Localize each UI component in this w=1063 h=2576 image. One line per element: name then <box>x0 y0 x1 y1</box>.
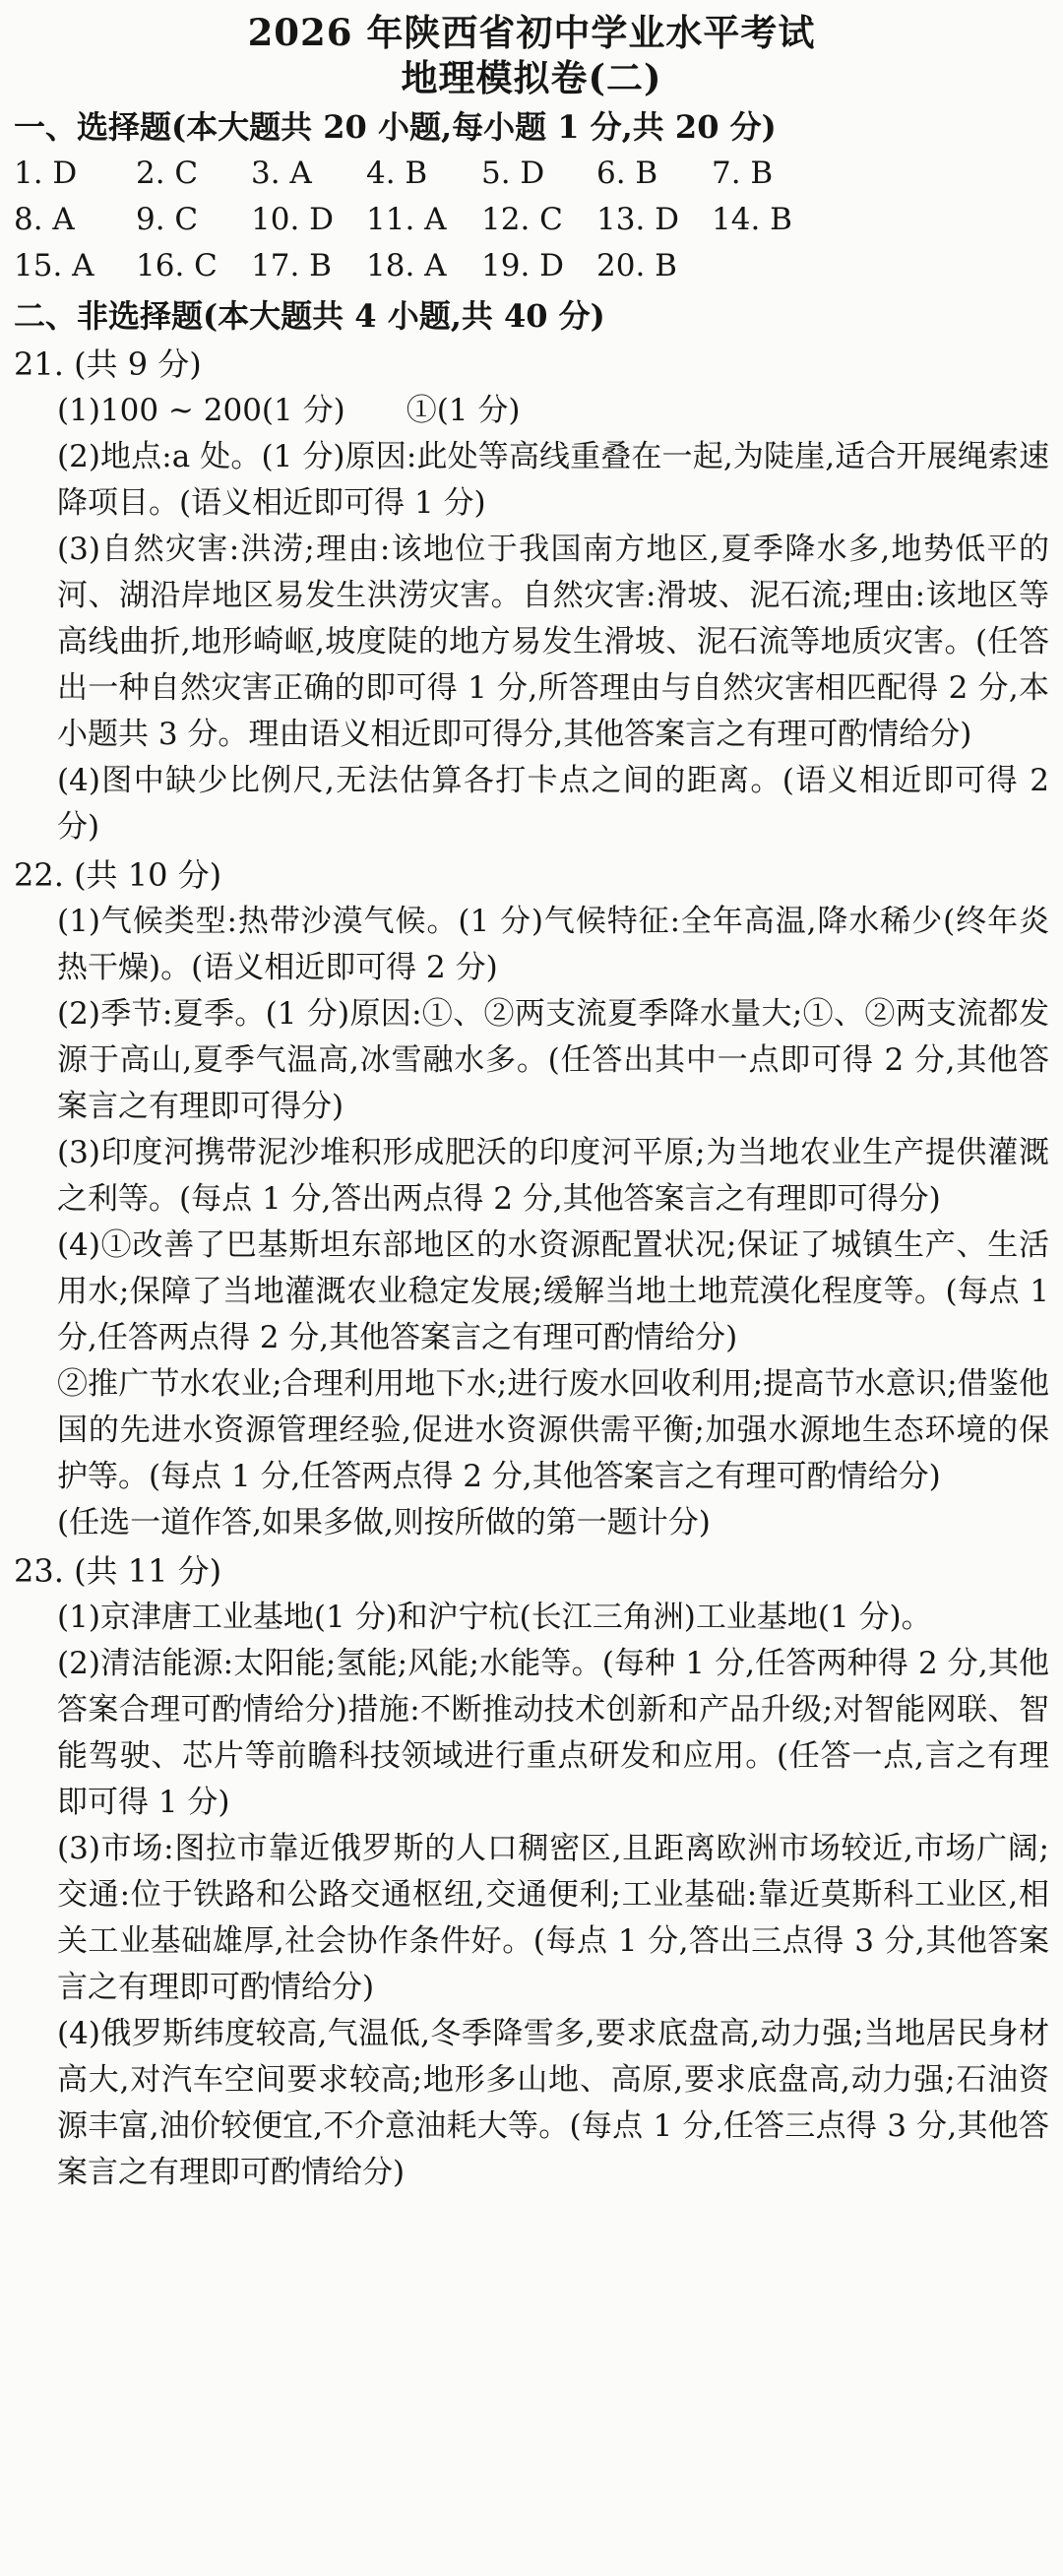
q22-part-2: (2)季节:夏季。(1 分)原因:①、②两支流夏季降水量大;①、②两支流都发源于高山,夏季气温高,冰雪融水多。(任答出其中一点即可得 2 分,其他答案言之有理即可得分) <box>57 996 1049 1124</box>
q21-part-4: (4)图中缺少比例尺,无法估算各打卡点之间的距离。(语义相近即可得 2 分) <box>57 763 1049 845</box>
question-23-number: 23. (共 11 分) <box>14 1552 222 1590</box>
mc-answer: 6. B <box>596 156 658 191</box>
mc-answer: 19. D <box>481 248 565 283</box>
q22-note: (任选一道作答,如果多做,则按所做的第一题计分) <box>57 1505 711 1540</box>
mc-answer-row <box>14 243 1049 289</box>
mc-answer: 7. B <box>712 156 774 191</box>
q22-part-3: (3)印度河携带泥沙堆积形成肥沃的印度河平原;为当地农业生产提供灌溉之利等。(每点 1 分,答出两点得 2 分,其他答案言之有理即可得分) <box>57 1135 1049 1217</box>
mc-answer-row <box>14 197 1049 243</box>
mc-answer: 13. D <box>596 202 680 237</box>
mc-answer: 20. B <box>596 248 677 283</box>
question-21-number: 21. (共 9 分) <box>14 346 202 383</box>
mc-answer: 11. A <box>366 202 447 237</box>
q23-part-1: (1)京津唐工业基地(1 分)和沪宁杭(长江三角洲)工业基地(1 分)。 <box>57 1600 932 1635</box>
section-1-heading: 一、选择题(本大题共 20 小题,每小题 1 分,共 20 分) <box>14 108 777 146</box>
exam-title: 2026 年陕西省初中学业水平考试 <box>247 11 816 54</box>
q22-part-4b: ②推广节水农业;合理利用地下水;进行废水回收利用;提高节水意识;借鉴他国的先进水资源管理经验,促进水资源供需平衡;加强水源地生态环境的保护等。(每点 1 分,任答两点得 2 分,其他答案言之有理可酌情给分) <box>57 1366 1049 1494</box>
q23-part-4: (4)俄罗斯纬度较高,气温低,冬季降雪多,要求底盘高,动力强;当地居民身材高大,对汽车空间要求较高;地形多山地、高原,要求底盘高,动力强;石油资源丰富,油价较便宜,不介意油耗大等。(每点 1 分,任答三点得 3 分,其他答案言之有理即可酌情给分) <box>57 2016 1049 2190</box>
mc-answer: 10. D <box>251 202 335 237</box>
mc-answer: 17. B <box>251 248 332 283</box>
mc-answer: 15. A <box>14 248 94 283</box>
q23-part-3: (3)市场:图拉市靠近俄罗斯的人口稠密区,且距离欧洲市场较近,市场广阔;交通:位于铁路和公路交通枢纽,交通便利;工业基础:靠近莫斯科工业区,相关工业基础雄厚,社会协作条件好。(每点 1 分,答出三点得 3 分,其他答案言之有理即可酌情给分) <box>57 1831 1049 2005</box>
q23-part-2: (2)清洁能源:太阳能;氢能;风能;水能等。(每种 1 分,任答两种得 2 分,其他答案合理可酌情给分)措施:不断推动技术创新和产品升级;对智能网联、智能驾驶、芯片等前瞻科技领域进行重点研发和应用。(任答一点,言之有理即可得 1 分) <box>57 1646 1049 1820</box>
mc-answer: 3. A <box>251 156 312 191</box>
mc-answer: 12. C <box>481 202 563 237</box>
exam-subtitle: 地理模拟卷(二) <box>401 56 662 99</box>
q22-part-1: (1)气候类型:热带沙漠气候。(1 分)气候特征:全年高温,降水稀少(终年炎热干燥)。(语义相近即可得 2 分) <box>57 904 1049 985</box>
mc-answer: 4. B <box>366 156 428 191</box>
q21-part-3: (3)自然灾害:洪涝;理由:该地位于我国南方地区,夏季降水多,地势低平的河、湖沿岸地区易发生洪涝灾害。自然灾害:滑坡、泥石流;理由:该地区等高线曲折,地形崎岖,坡度陡的地方易发生滑坡、泥石流等地质灾害。(任答出一种自然灾害正确的即可得 1 分,所答理由与自然灾害相匹配得 2 分,本小题共 3 分。理由语义相近即可得分,其他答案言之有理可酌情给分) <box>57 532 1049 752</box>
q21-part-1: (1)100 ~ 200(1 分) ①(1 分) <box>57 393 521 428</box>
mc-answer: 9. C <box>136 202 199 237</box>
q21-part-2: (2)地点:a 处。(1 分)原因:此处等高线重叠在一起,为陡崖,适合开展绳索速降项目。(语义相近即可得 1 分) <box>57 439 1049 521</box>
mc-answer: 8. A <box>14 202 75 237</box>
mc-answer: 16. C <box>136 248 218 283</box>
mc-answer: 1. D <box>14 156 78 191</box>
mc-answer: 2. C <box>136 156 199 191</box>
question-22-number: 22. (共 10 分) <box>14 856 222 894</box>
mc-answer: 14. B <box>712 202 792 237</box>
q22-part-4a: (4)①改善了巴基斯坦东部地区的水资源配置状况;保证了城镇生产、生活用水;保障了当地灌溉农业稳定发展;缓解当地土地荒漠化程度等。(每点 1 分,任答两点得 2 分,其他答案言之有理可酌情给分) <box>57 1227 1049 1355</box>
mc-answer: 5. D <box>481 156 545 191</box>
mc-answer-row <box>14 151 1049 197</box>
section-2-heading: 二、非选择题(本大题共 4 小题,共 40 分) <box>14 297 605 335</box>
mc-answer: 18. A <box>366 248 447 283</box>
